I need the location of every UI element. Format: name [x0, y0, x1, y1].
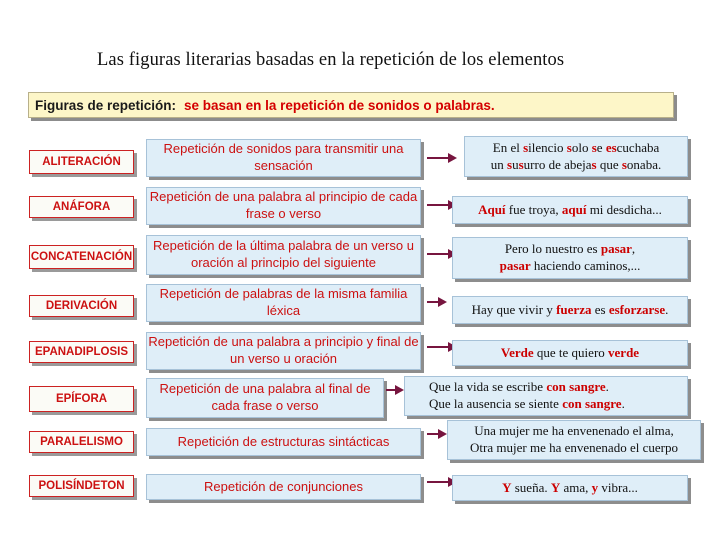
repeated-element: es: [605, 139, 617, 155]
example-segment: onaba.: [626, 156, 662, 172]
example-segment: u: [512, 156, 519, 172]
example-segment: ,: [631, 241, 636, 257]
example-line: [470, 423, 678, 440]
example-segment: ilencio: [528, 139, 567, 155]
repeated-element: fuerza: [556, 301, 592, 317]
repeated-element: s: [591, 139, 597, 155]
definition-derivacion: Repetición de palabras de la misma familia léxica: [146, 284, 421, 322]
example-segment: urro de abeja: [523, 156, 592, 172]
example-concatenacion: [452, 237, 688, 279]
example-segment: .: [621, 396, 625, 411]
banner-label: Figuras de repetición:: [35, 97, 177, 113]
example-line: [500, 241, 641, 258]
repeated-element: s: [566, 139, 572, 155]
example-segment: un: [490, 156, 508, 172]
repeated-element: aquí: [561, 201, 587, 217]
arrow-paralelismo: [427, 428, 447, 440]
page-title: Las figuras literarias basadas en la repetición de los elementos: [97, 50, 565, 70]
repeated-element: con sangre: [562, 396, 622, 411]
example-text: [478, 202, 662, 219]
example-text: [500, 241, 641, 275]
repeated-element: s: [518, 156, 524, 172]
example-aliteracion: [464, 136, 688, 177]
example-segment: que: [596, 156, 622, 172]
term-concatenacion: CONCATENACIÓN: [29, 245, 134, 269]
repeated-element: Y: [550, 479, 561, 495]
example-text: [470, 423, 678, 457]
repeated-element: s: [621, 156, 627, 172]
arrow-aliteracion: [427, 152, 457, 164]
example-line: [501, 345, 639, 362]
example-anafora: [452, 196, 688, 224]
example-segment: sueña.: [511, 479, 551, 495]
repeated-element: pasar: [600, 241, 632, 257]
example-derivacion: [452, 296, 688, 324]
example-segment: En el: [492, 139, 524, 155]
example-line: [502, 480, 638, 497]
definition-banner: [28, 92, 674, 118]
example-segment: que te quiero: [533, 344, 609, 360]
example-segment: olo: [571, 139, 592, 155]
example-segment: e: [596, 139, 606, 155]
term-derivacion: DERIVACIÓN: [29, 295, 134, 317]
example-line: [470, 440, 678, 457]
arrow-derivacion: [427, 296, 447, 308]
term-anafora: ANÁFORA: [29, 196, 134, 218]
example-text: [472, 302, 669, 319]
repeated-element: pasar: [499, 258, 531, 273]
term-polisindeton: POLISÍNDETON: [29, 475, 134, 497]
example-line: [500, 258, 641, 275]
example-text: [429, 379, 625, 413]
term-epanadiplosis: EPANADIPLOSIS: [29, 341, 134, 363]
example-segment: Que la vida se escribe: [429, 379, 547, 395]
definition-aliteracion: Repetición de sonidos para transmitir una sensación: [146, 139, 421, 177]
repeated-element: con sangre: [546, 379, 606, 395]
example-line: [429, 396, 625, 413]
example-segment: haciendo caminos,...: [530, 258, 641, 273]
example-segment: Una mujer me ha envenenado el alma,: [474, 423, 674, 439]
example-epanadiplosis: [452, 340, 688, 366]
example-line: [491, 140, 661, 157]
repeated-element: verde: [608, 344, 640, 360]
example-segment: Que la ausencia se siente: [429, 396, 563, 411]
definition-anafora: Repetición de una palabra al principio de cada frase o verso: [146, 187, 421, 225]
example-segment: Pero lo nuestro es: [504, 241, 601, 257]
repeated-element: y: [591, 479, 599, 495]
repeated-element: Aquí: [478, 201, 506, 217]
example-segment: .: [665, 301, 669, 317]
example-epifora: [404, 376, 688, 416]
repeated-element: s: [507, 156, 513, 172]
definition-polisindeton: Repetición de conjunciones: [146, 474, 421, 500]
example-segment: mi desdicha...: [586, 201, 662, 217]
definition-epifora: Repetición de una palabra al final de cada frase o verso: [146, 378, 384, 418]
repeated-element: Verde: [500, 344, 534, 360]
example-paralelismo: [447, 420, 701, 460]
term-epifora: EPÍFORA: [29, 386, 134, 412]
example-segment: es: [591, 301, 609, 317]
example-line: [429, 379, 625, 396]
repeated-element: Y: [502, 479, 512, 495]
example-segment: cuchaba: [616, 139, 660, 155]
example-segment: fue troya,: [505, 201, 562, 217]
example-line: [478, 202, 662, 219]
repeated-element: esforzarse: [608, 301, 666, 317]
banner-description: se basan en la repetición de sonidos o palabras.: [184, 97, 495, 113]
term-paralelismo: PARALELISMO: [29, 431, 134, 453]
repeated-element: s: [523, 139, 529, 155]
repeated-element: s: [591, 156, 597, 172]
example-segment: ama,: [560, 479, 592, 495]
example-polisindeton: [452, 475, 688, 501]
example-segment: Hay que vivir y: [471, 301, 557, 317]
example-text: [491, 140, 661, 174]
definition-epanadiplosis: Repetición de una palabra a principio y final de un verso u oración: [146, 332, 421, 370]
example-text: [502, 480, 638, 497]
arrow-epifora: [386, 384, 404, 396]
term-aliteracion: ALITERACIÓN: [29, 150, 134, 174]
example-line: [491, 157, 661, 174]
example-segment: vibra...: [598, 479, 638, 495]
example-segment: Otra mujer me ha envenenado el cuerpo: [470, 440, 678, 455]
example-line: [472, 302, 669, 319]
definition-paralelismo: Repetición de estructuras sintácticas: [146, 428, 421, 456]
definition-concatenacion: Repetición de la última palabra de un verso u oración al principio del siguiente: [146, 235, 421, 275]
example-segment: .: [605, 379, 609, 395]
example-text: [501, 345, 639, 362]
